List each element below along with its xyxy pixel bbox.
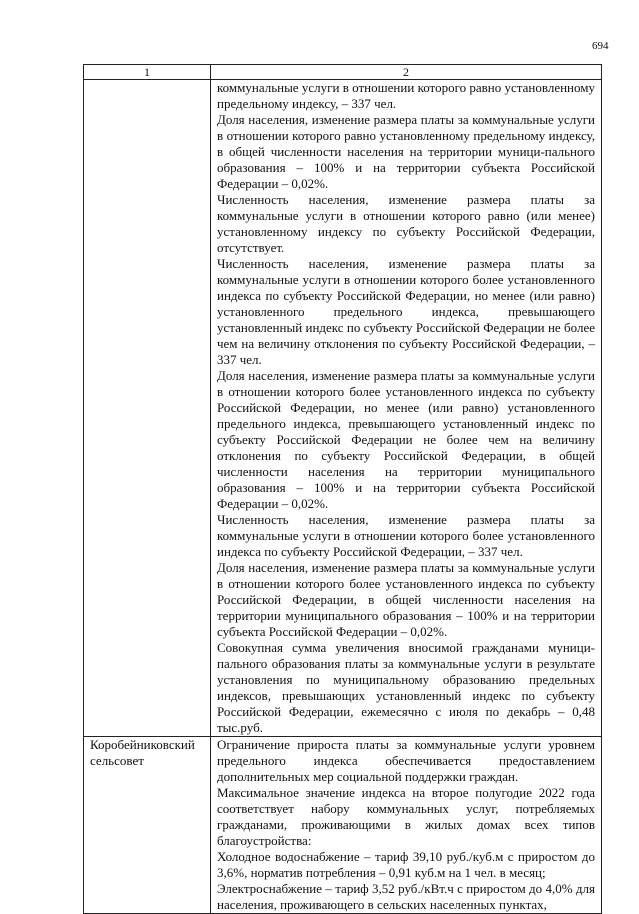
paragraph: Доля населения, изменение размера платы за коммунальные услуги в отношении которого более установленного индекса по субъекту Российской Федерации, но менее (или равно) установленного предельного индекса, превышающего установленный индекс по субъекту Российской Федерации не более чем на величину отклонения по субъекту Российской Федерации, в общей численности населения на территории муниципального образования – 100% и на территории субъекта Российской Федерации – 0,02%. [217, 368, 595, 511]
municipality-cell [84, 80, 211, 737]
municipality-cell: Коробейниковский сельсовет [84, 737, 211, 914]
paragraph: Численность населения, изменение размера платы за коммунальные услуги в отношении которого более установленного индекса по субъекту Российской Федерации, но менее (или равно) установленного предельного индекса, превышающего установленный индекс по субъекту Российской Федерации не более чем на величину отклонения по субъекту Российской Федерации, – 337 чел. [217, 256, 595, 367]
column-header: 1 [84, 65, 211, 80]
description-cell [211, 737, 602, 914]
paragraph: Численность населения, изменение размера платы за коммунальные услуги в отношении которого более установленного индекса по субъекту Российской Федерации, – 337 чел. [217, 512, 595, 559]
table-row [84, 80, 602, 737]
paragraph: Максимальное значение индекса на второе полугодие 2022 года соответствует набору коммунальных услуг, потребляемых гражданами, проживающими в жилых домах всех типов благоустройства: [217, 785, 595, 848]
column-header: 2 [211, 65, 602, 80]
page-number: 694 [592, 40, 609, 52]
paragraph: Ограничение прироста платы за коммунальные услуги уровнем предельного индекса обеспечивается предоставлением дополнительных мер социальной поддержки граждан. [217, 737, 595, 784]
document-table [83, 64, 602, 914]
paragraph: Электроснабжение – тариф 3,52 руб./кВт.ч с приростом до 4,0% для населения, проживающего в сельских населенных пунктах, [217, 881, 595, 912]
paragraph: Доля населения, изменение размера платы за коммунальные услуги в отношении которого более установленного индекса по субъекту Российской Федерации, в общей численности населения на территории муниципального образования – 100% и на территории субъекта Российской Федерации – 0,02%. [217, 560, 595, 639]
paragraph: Численность населения, изменение размера платы за коммунальные услуги в отношении которого равно (или менее) установленному индексу по субъекту Российской Федерации, отсутствует. [217, 192, 595, 255]
paragraph: Холодное водоснабжение – тариф 39,10 руб./куб.м с приростом до 3,6%, норматив потребления – 0,91 куб.м на 1 чел. в месяц; [217, 849, 595, 880]
paragraph: коммунальные услуги в отношении которого равно установленному предельному индексу, – 337 чел. [217, 80, 595, 111]
table-header-row [84, 65, 602, 80]
table-row [84, 737, 602, 914]
paragraph: Совокупная сумма увеличения вносимой гражданами муници-пального образования платы за коммунальные услуги в результате установления по муниципальному образованию предельных индексов, превышающих установленный индекс по субъекту Российской Федерации, ежемесячно с июля по декабрь – 0,48 тыс.руб. [217, 640, 595, 735]
description-cell [211, 80, 602, 737]
paragraph: Доля населения, изменение размера платы за коммунальные услуги в отношении которого равно установленному предельному индексу, в общей численности населения на территории муници-пального образования – 100% и на территории субъекта Российской Федерации – 0,02%. [217, 112, 595, 191]
